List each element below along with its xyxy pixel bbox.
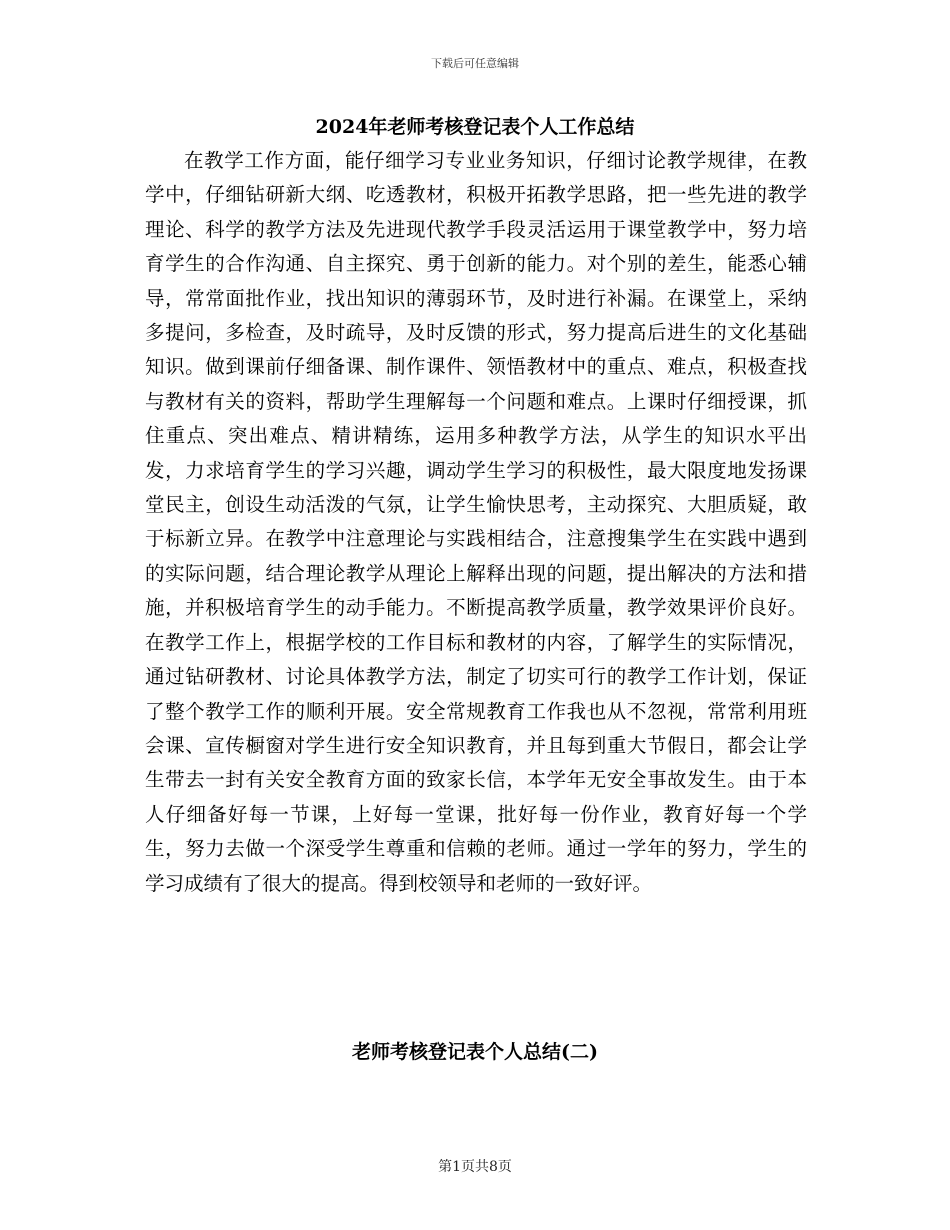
section-title: 老师考核登记表个人总结(二) xyxy=(352,1041,598,1063)
header-note: 下载后可任意编辑 xyxy=(431,57,519,70)
document-title: 2024年老师考核登记表个人工作总结 xyxy=(315,116,635,138)
body-paragraph: 在教学工作方面，能仔细学习专业业务知识，仔细讨论教学规律，在教学中，仔细钻研新大纲、吃透教材，积极开拓教学思路，把一些先进的教学理论、科学的教学方法及先进现代教学手段灵活运用于课堂教学中，努力培育学生的合作沟通、自主探究、勇于创新的能力。对个别的差生，能悉心辅导，常常面批作业，找出知识的薄弱环节，及时进行补漏。在课堂上，采纳多提问，多检查，及时疏导，及时反馈的形式，努力提高后进生的文化基础知识。做到课前仔细备课、制作课件、领悟教材中的重点、难点，积极查找与教材有关的资料，帮助学生理解每一个问题和难点。上课时仔细授课，抓住重点、突出难点、精讲精练，运用多种教学方法，从学生的知识水平出发，力求培育学生的学习兴趣，调动学生学习的积极性，最大限度地发扬课堂民主，创设生动活泼的气氛，让学生愉快思考，主动探究、大胆质疑，敢于标新立异。在教学中注意理论与实践相结合，注意搜集学生在实践中遇到的实际问题，结合理论教学从理论上解释出现的问题，提出解决的方法和措施，并积极培育学生的动手能力。不断提高教学质量，教学效果评价良好。在教学工作上，根据学校的工作目标和教材的内容，了解学生的实际情况，通过钻研教材、讨论具体教学方法，制定了切实可行的教学工作计划，保证了整个教学工作的顺利开展。安全常规教育工作我也从不忽视，常常利用班会课、宣传橱窗对学生进行安全知识教育，并且每到重大节假日，都会让学生带去一封有关安全教育方面的致家长信，本学年无安全事故发生。由于本人仔细备好每一节课，上好每一堂课，批好每一份作业，教育好每一个学生，努力去做一个深受学生尊重和信赖的老师。通过一学年的努力，学生的学习成绩有了很大的提高。得到校领导和老师的一致好评。 xyxy=(145,149,807,895)
page-footer: 第1页共8页 xyxy=(438,1159,512,1175)
